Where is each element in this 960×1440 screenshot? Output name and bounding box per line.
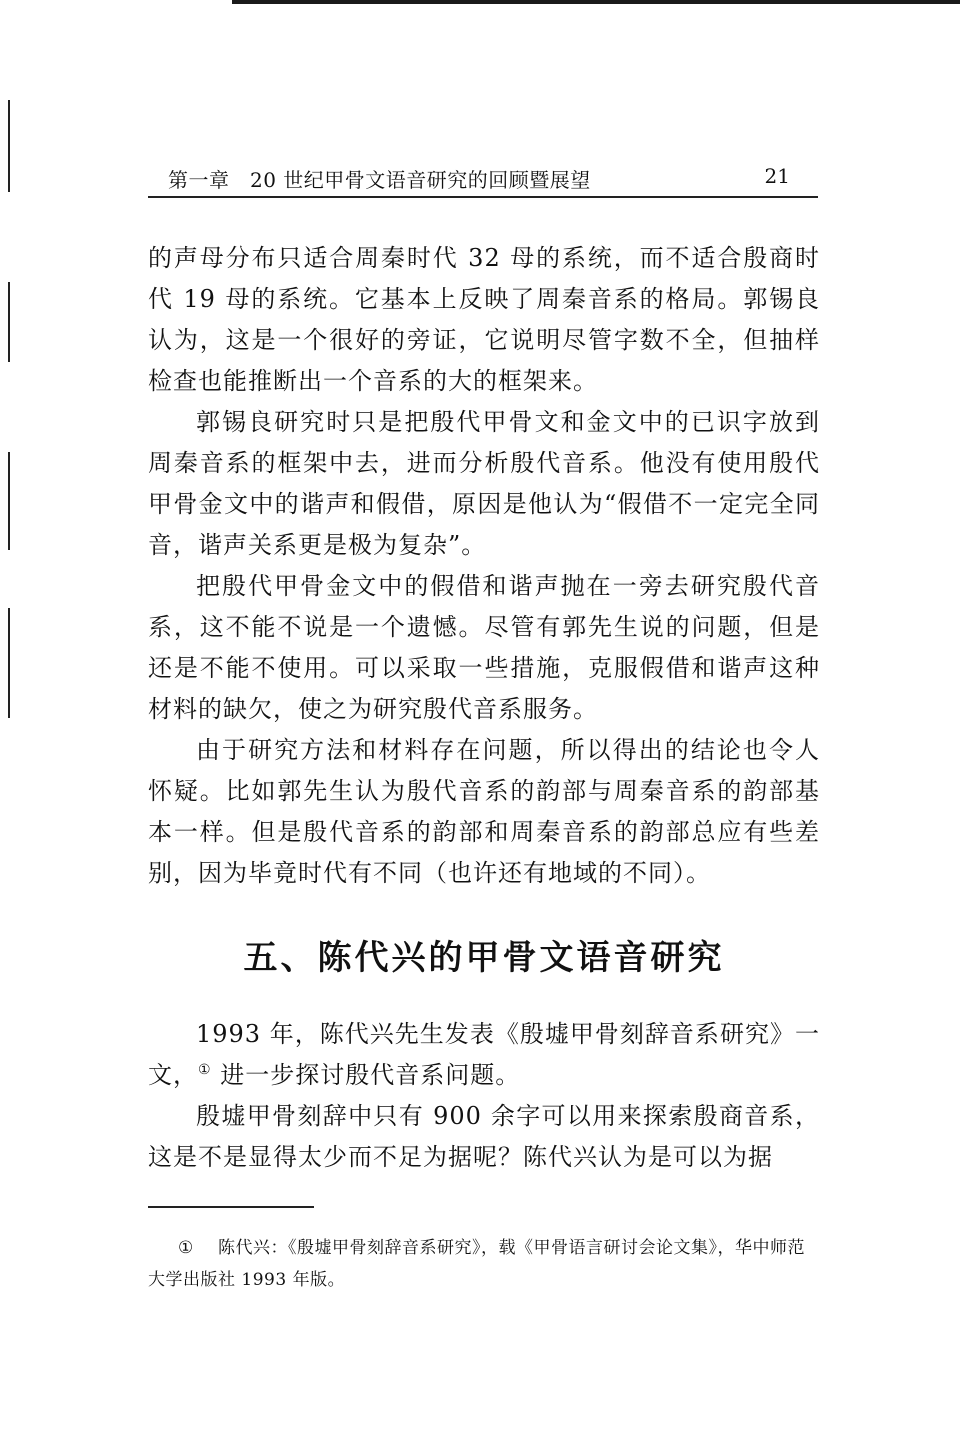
running-head xyxy=(148,160,818,194)
paragraph: 由于研究方法和材料存在问题，所以得出的结论也令人怀疑。比如郭先生认为殷代音系的韵部与周秦音系的韵部基本一样。但是殷代音系的韵部和周秦音系的韵部总应有些差别，因为毕竟时代有不同（也许还有地域的不同）。 xyxy=(148,736,820,887)
paragraph: 郭锡良研究时只是把殷代甲骨文和金文中的已识字放到周秦音系的框架中去，进而分析殷代音系。他没有使用殷代甲骨金文中的谐声和假借，原因是他认为“假借不一定完全同音，谐声关系更是极为复杂”。 xyxy=(148,408,820,559)
paragraph-with-note xyxy=(148,1014,820,1096)
footnote-rule xyxy=(148,1206,314,1208)
footnote-reference[interactable]: ① xyxy=(198,1062,212,1078)
section-heading: 五、陈代兴的甲骨文语音研究 xyxy=(243,938,725,978)
paragraph: 殷墟甲骨刻辞中只有 900 余字可以用来探索殷商音系，这是不是显得太少而不足为据呢？陈代兴认为是可以为据 xyxy=(148,1102,820,1171)
scan-edge-mark xyxy=(8,608,10,718)
paragraph-text: 进一步探讨殷代音系问题。 xyxy=(211,1061,521,1089)
footnote xyxy=(148,1232,820,1296)
footnote-text: 陈代兴：《殷墟甲骨刻辞音系研究》，载《甲骨语言研讨会论文集》，华中师范大学出版社 1993 年版。 xyxy=(148,1238,805,1290)
scan-edge-mark xyxy=(8,282,10,362)
paragraph: 把殷代甲骨金文中的假借和谐声抛在一旁去研究殷代音系，这不能不说是一个遗憾。尽管有郭先生说的问题，但是还是不能不使用。可以采取一些措施，克服假借和谐声这种材料的缺欠，使之为研究殷代音系服务。 xyxy=(148,572,820,723)
paragraph: 的声母分布只适合周秦时代 32 母的系统，而不适合殷商时代 19 母的系统。它基本上反映了周秦音系的格局。郭锡良认为，这是一个很好的旁证，它说明尽管字数不全，但抽样检查也能推断出一个音系的大的框架来。 xyxy=(148,244,820,395)
running-head-rule xyxy=(148,196,818,198)
body-text-upper xyxy=(148,238,820,894)
top-edge-rule xyxy=(232,0,960,4)
scan-edge-mark xyxy=(8,452,10,550)
body-text-lower xyxy=(148,1014,820,1178)
running-head-title: 第一章 20 世纪甲骨文语音研究的回顾暨展望 xyxy=(168,168,591,192)
footnote-marker: ① xyxy=(178,1238,194,1258)
scan-edge-mark xyxy=(8,100,10,192)
paragraph-text: 1993 年，陈代兴先生发表《殷墟甲骨刻辞音系研究》一文， xyxy=(148,1020,820,1089)
page-number: 21 xyxy=(764,164,790,188)
